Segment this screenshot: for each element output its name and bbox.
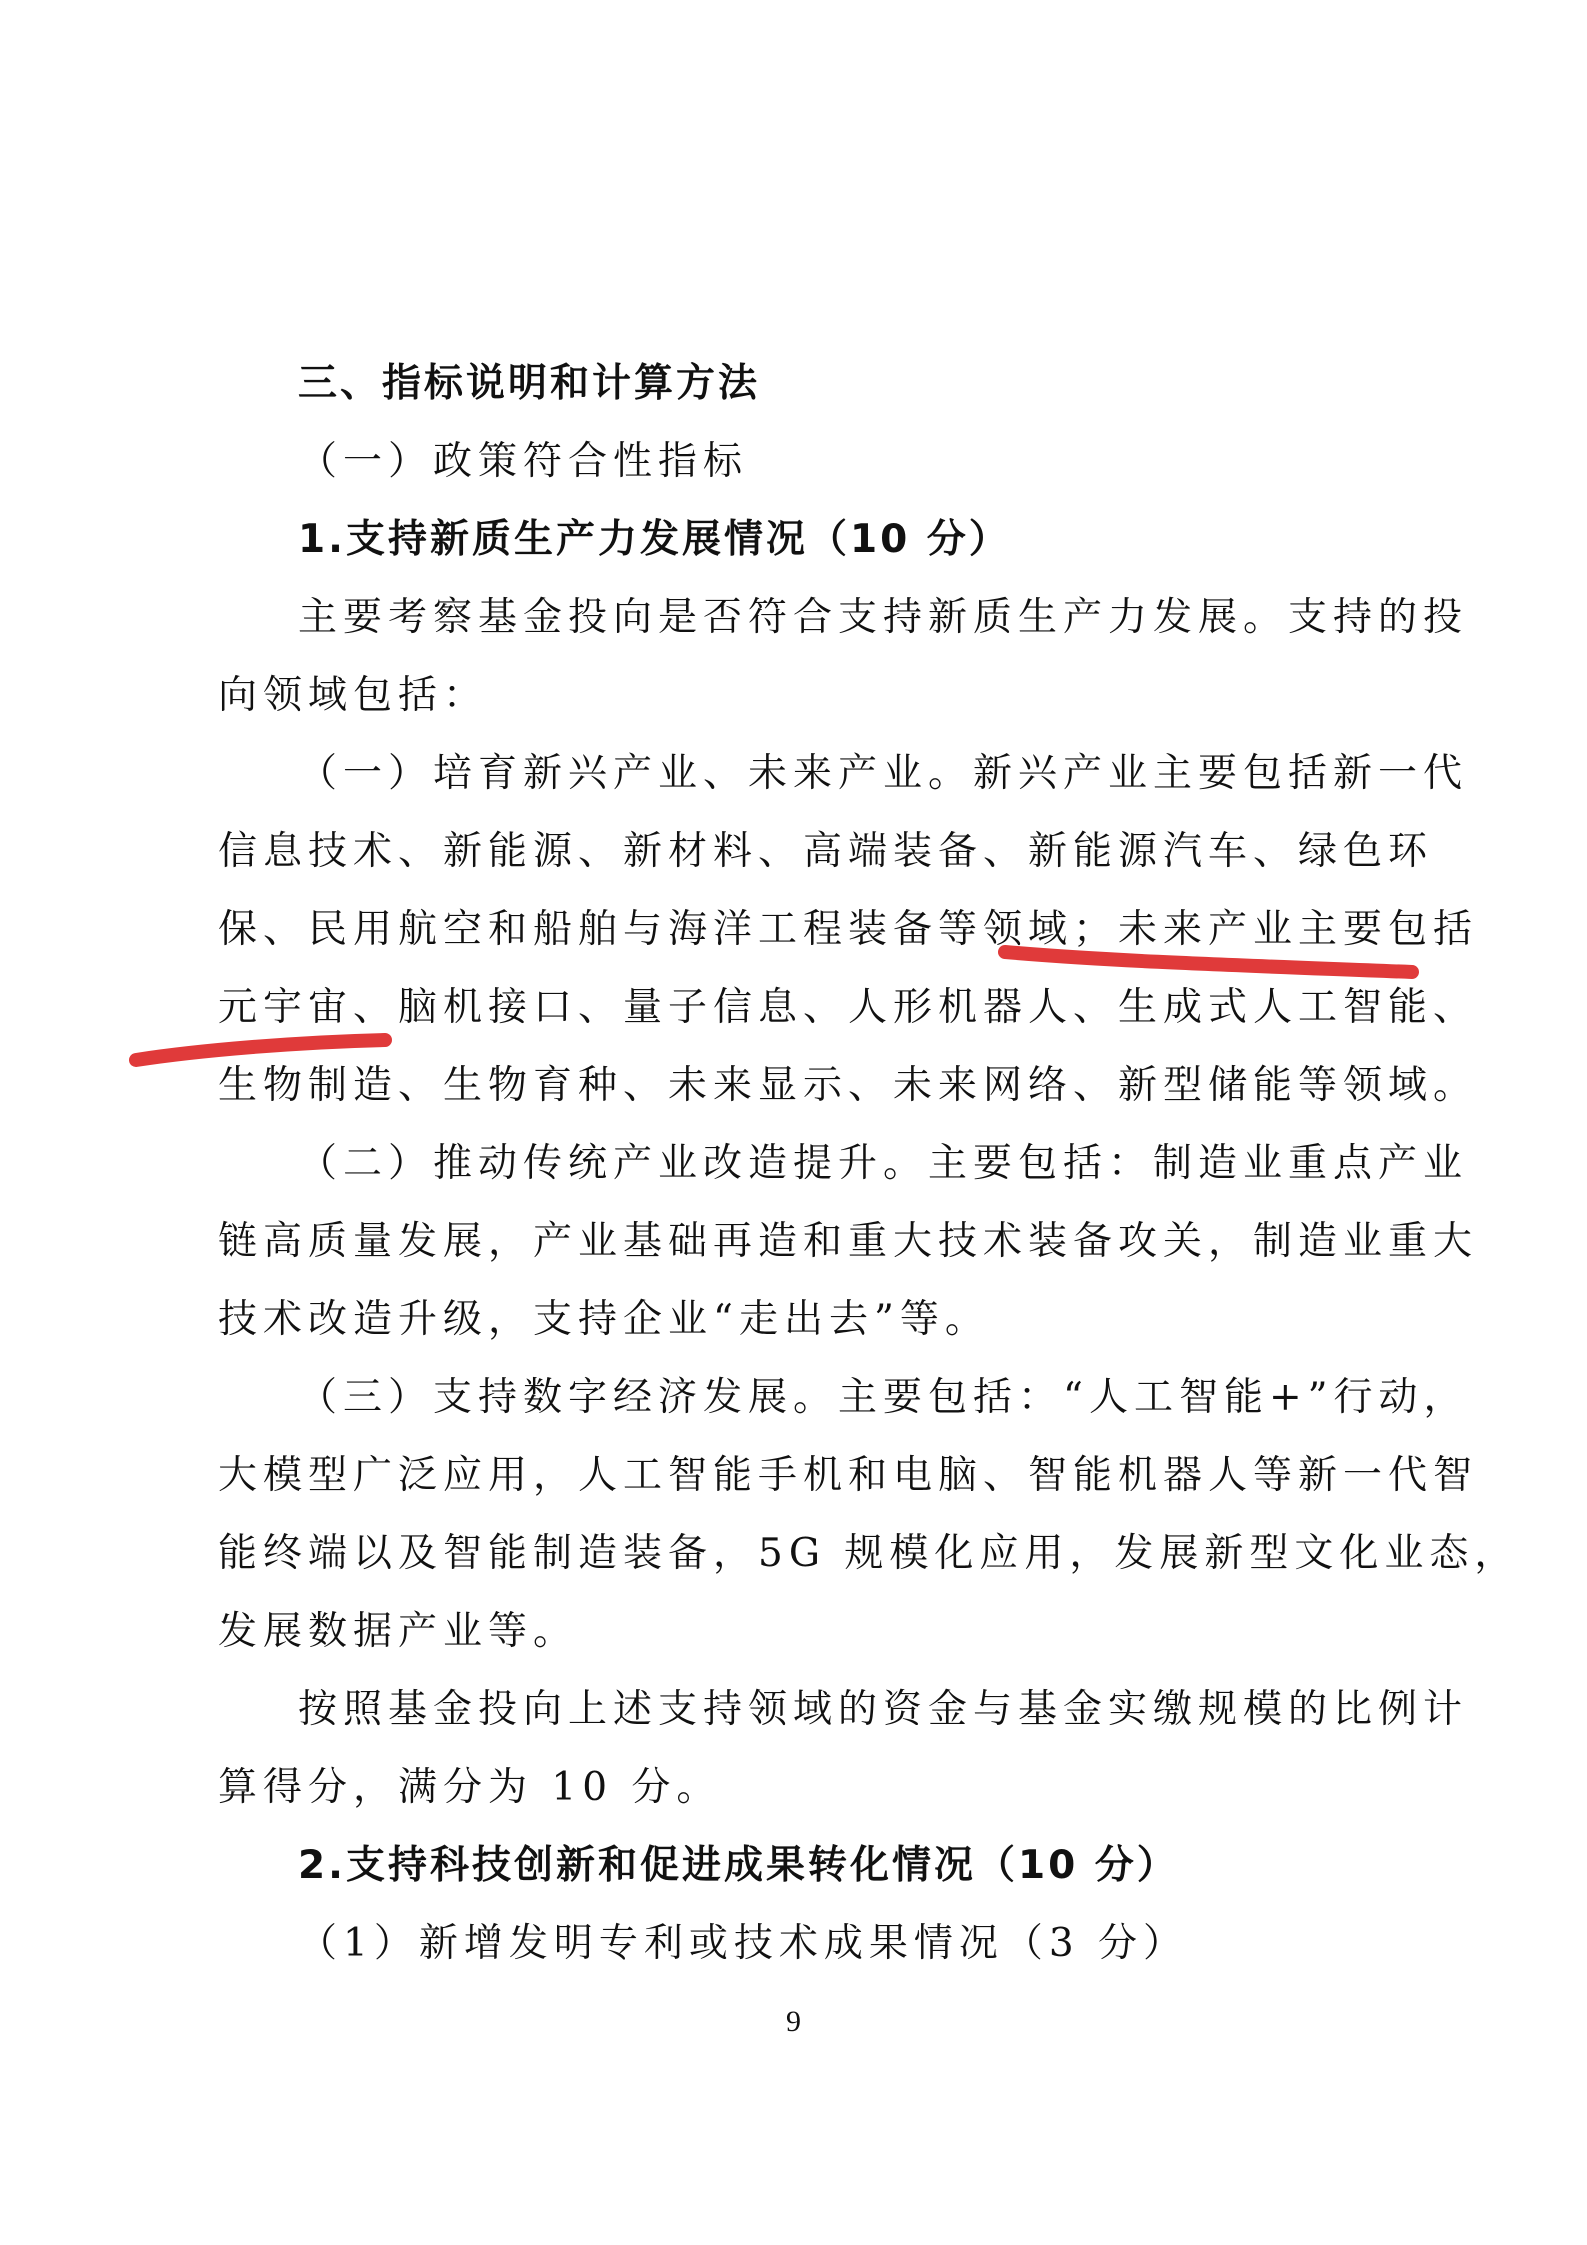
paragraph-line: 算得分，满分为 10 分。 bbox=[218, 1765, 722, 1810]
paragraph-line: 大模型广泛应用，人工智能手机和电脑、智能机器人等新一代智 bbox=[218, 1453, 1479, 1498]
item1-title: 1.支持新质生产力发展情况（10 分） bbox=[298, 517, 1011, 562]
paragraph-line: 能终端以及智能制造装备，5G 规模化应用，发展新型文化业态， bbox=[218, 1531, 1520, 1576]
paragraph-line: 保、民用航空和船舶与海洋工程装备等领域；未来产业主要包括 bbox=[218, 907, 1479, 952]
paragraph-line: 技术改造升级，支持企业“走出去”等。 bbox=[218, 1297, 990, 1342]
paragraph-line: 元宇宙、脑机接口、量子信息、人形机器人、生成式人工智能、 bbox=[218, 985, 1479, 1030]
paragraph-line: 主要考察基金投向是否符合支持新质生产力发展。支持的投 bbox=[298, 595, 1469, 640]
paragraph-line: 按照基金投向上述支持领域的资金与基金实缴规模的比例计 bbox=[298, 1687, 1469, 1732]
red-underline-mark bbox=[136, 1040, 385, 1060]
paragraph-line: 向领域包括： bbox=[218, 673, 489, 718]
paragraph-line: 发展数据产业等。 bbox=[218, 1609, 579, 1654]
paragraph-line: 生物制造、生物育种、未来显示、未来网络、新型储能等领域。 bbox=[218, 1063, 1479, 1108]
paragraph-line: （二）推动传统产业改造提升。主要包括：制造业重点产业 bbox=[298, 1141, 1469, 1186]
paragraph-line: （三）支持数字经济发展。主要包括：“人工智能+”行动， bbox=[298, 1375, 1469, 1420]
page-number: 9 bbox=[786, 2005, 801, 2038]
item2-title: 2.支持科技创新和促进成果转化情况（10 分） bbox=[298, 1843, 1179, 1888]
paragraph-line: （一）培育新兴产业、未来产业。新兴产业主要包括新一代 bbox=[298, 751, 1469, 796]
subsection-title: （一）政策符合性指标 bbox=[298, 439, 749, 484]
item2-sub1: （1）新增发明专利或技术成果情况（3 分） bbox=[298, 1921, 1189, 1966]
paragraph-line: 链高质量发展，产业基础再造和重大技术装备攻关，制造业重大 bbox=[218, 1219, 1479, 1264]
section-title: 三、指标说明和计算方法 bbox=[298, 361, 761, 406]
paragraph-line: 信息技术、新能源、新材料、高端装备、新能源汽车、绿色环 bbox=[218, 829, 1434, 874]
